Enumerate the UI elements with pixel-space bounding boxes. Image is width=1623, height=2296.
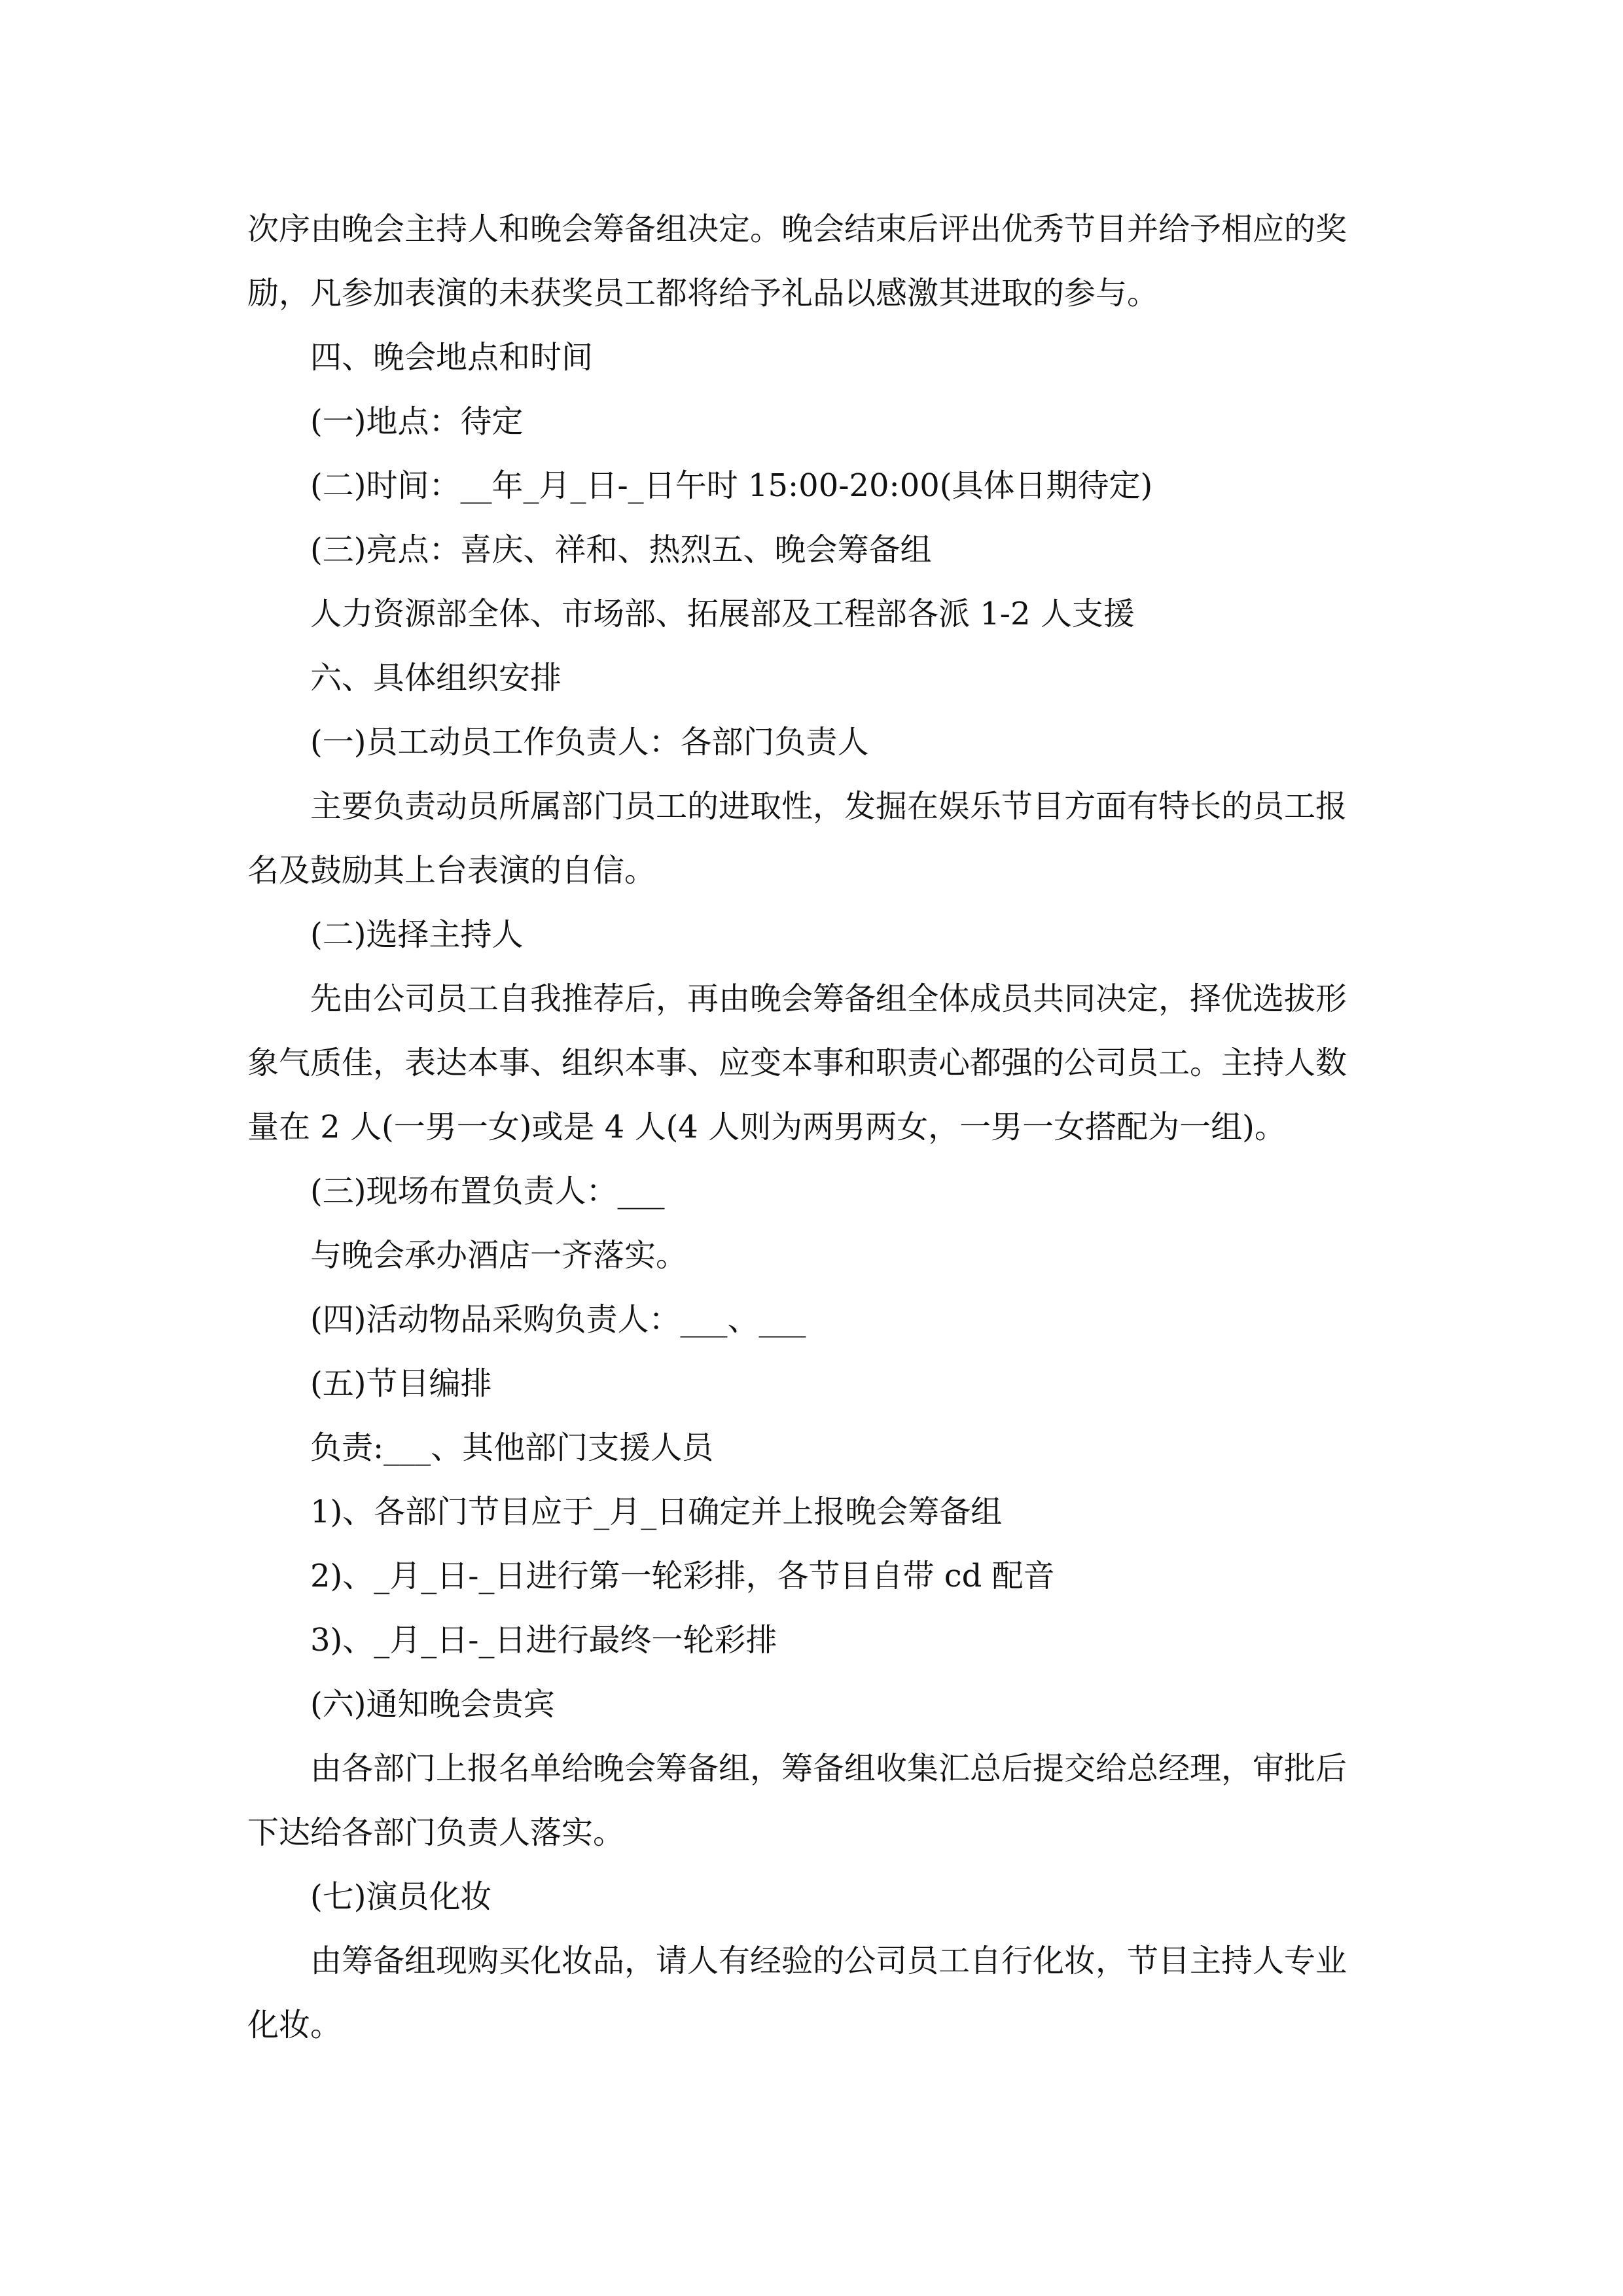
text-line: 3)、_月_日-_日进行最终一轮彩排: [310, 1622, 777, 1659]
text-line: (一)地点：待定: [310, 403, 524, 440]
text-line: 化妆。: [247, 2007, 342, 2043]
document-body: [247, 197, 1376, 2057]
text-line: 象气质佳，表达本事、组织本事、应变本事和职责心都强的公司员工。主持人数: [247, 1045, 1347, 1081]
text-line: 量在 2 人(一男一女)或是 4 人(4 人则为两男两女，一男一女搭配为一组)。: [247, 1109, 1286, 1145]
text-line: (三)现场布置负责人：___: [310, 1173, 665, 1210]
text-line: 由各部门上报名单给晚会筹备组，筹备组收集汇总后提交给总经理，审批后: [310, 1750, 1347, 1787]
text-line: 负责:___、其他部门支援人员: [310, 1429, 714, 1466]
text-line: 先由公司员工自我推荐后，再由晚会筹备组全体成员共同决定，择优选拔形: [310, 980, 1347, 1017]
text-line: 名及鼓励其上台表演的自信。: [247, 852, 656, 889]
text-line: (三)亮点：喜庆、祥和、热烈五、晚会筹备组: [310, 531, 932, 568]
text-line: 主要负责动员所属部门员工的进取性，发掘在娱乐节目方面有特长的员工报: [310, 788, 1347, 825]
text-line: (二)选择主持人: [310, 916, 524, 953]
text-line: 六、具体组织安排: [310, 660, 562, 696]
text-line: (五)节目编排: [310, 1365, 492, 1402]
text-line: 励，凡参加表演的未获奖员工都将给予礼品以感激其进取的参与。: [247, 275, 1159, 312]
text-line: (一)员工动员工作负责人：各部门负责人: [310, 724, 869, 761]
text-line: 下达给各部门负责人落实。: [247, 1814, 625, 1851]
text-line: (四)活动物品采购负责人：___、___: [310, 1301, 806, 1338]
text-line: 次序由晚会主持人和晚会筹备组决定。晚会结束后评出优秀节目并给予相应的奖: [247, 211, 1347, 247]
text-line: 由筹备组现购买化妆品，请人有经验的公司员工自行化妆，节目主持人专业: [310, 1943, 1347, 1979]
text-line: (七)演员化妆: [310, 1878, 492, 1915]
text-line: 1)、各部门节目应于_月_日确定并上报晚会筹备组: [310, 1494, 1003, 1530]
text-line: 四、晚会地点和时间: [310, 339, 594, 376]
text-line: 与晚会承办酒店一齐落实。: [310, 1237, 688, 1274]
text-line: 2)、_月_日-_日进行第一轮彩排，各节目自带 cd 配音: [310, 1558, 1055, 1594]
text-line: (二)时间：__年_月_日-_日午时 15:00-20:00(具体日期待定): [310, 467, 1153, 504]
text-line: 人力资源部全体、市场部、拓展部及工程部各派 1-2 人支援: [310, 596, 1135, 632]
text-line: (六)通知晚会贵宾: [310, 1686, 555, 1723]
